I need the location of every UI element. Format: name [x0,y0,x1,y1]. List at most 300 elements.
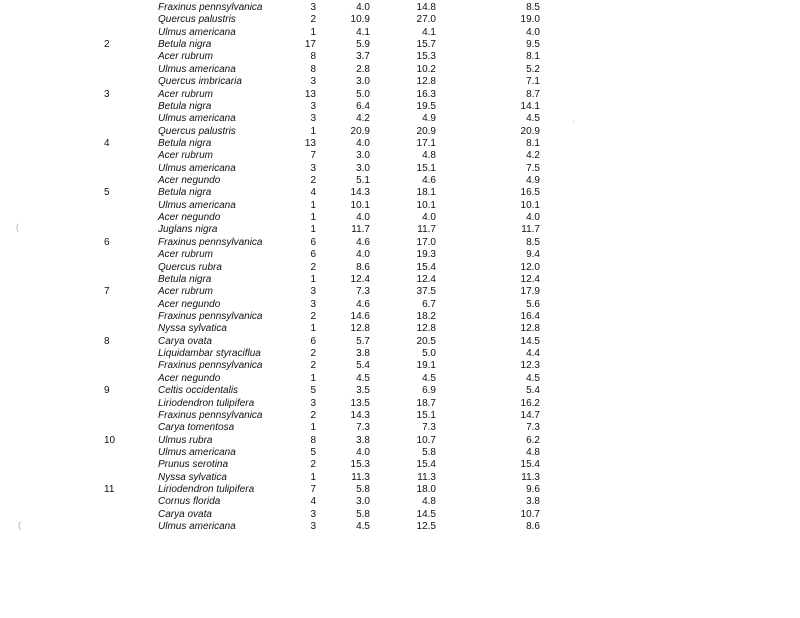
max-diameter: 18.0 [416,484,436,496]
tree-count: 1 [310,273,316,285]
species-name: Ulmus americana [158,26,236,38]
species-name: Acer rubrum [158,286,214,298]
mean-diameter: 4.9 [526,175,540,187]
min-diameter: 4.6 [356,236,370,248]
min-diameter: 5.7 [356,335,370,347]
table-row [88,138,540,150]
tree-count: 4 [310,187,316,199]
plot-number [88,447,158,459]
max-diameter: 15.1 [416,409,436,421]
max-diameter: 4.8 [422,150,436,162]
tree-count: 3 [310,521,316,533]
table-row [88,2,540,14]
table-row [88,472,540,484]
tree-count: 6 [310,249,316,261]
min-diameter: 4.5 [356,521,370,533]
max-diameter: 27.0 [416,14,436,26]
max-diameter: 10.2 [416,63,436,75]
table-row [88,76,540,88]
max-diameter: 18.7 [416,397,436,409]
species-name: Cornus florida [158,496,221,508]
tree-count: 1 [310,212,316,224]
mean-diameter: 4.5 [526,113,540,125]
mean-diameter: 12.4 [520,273,540,285]
mean-diameter: 14.1 [520,100,540,112]
tree-count: 7 [310,484,316,496]
species-name: Acer negundo [158,298,221,310]
mean-diameter: 12.3 [520,360,540,372]
species-name: Betula nigra [158,187,212,199]
max-diameter: 14.5 [416,508,436,520]
min-diameter: 7.3 [356,422,370,434]
mean-diameter: 4.0 [526,212,540,224]
mean-diameter: 12.8 [520,323,540,335]
species-name: Fraxinus pennsylvanica [158,409,263,421]
max-diameter: 4.0 [422,212,436,224]
plot-number: 11 [104,484,115,496]
min-diameter: 15.3 [350,459,370,471]
plot-number [88,299,158,311]
tree-count: 1 [310,471,316,483]
table-row [88,496,540,508]
species-name: Nyssa sylvatica [158,471,227,483]
species-name: Ulmus americana [158,521,236,533]
species-name: Ulmus americana [158,113,236,125]
max-diameter: 7.3 [422,422,436,434]
min-diameter: 5.8 [356,508,370,520]
tree-count: 2 [310,14,316,26]
mean-diameter: 5.6 [526,298,540,310]
min-diameter: 14.3 [350,409,370,421]
plot-number [88,249,158,261]
tree-count: 2 [310,261,316,273]
tree-count: 3 [310,162,316,174]
mean-diameter: 9.5 [526,39,540,51]
species-name: Liquidambar styraciflua [158,348,261,360]
min-diameter: 3.8 [356,348,370,360]
plot-number [88,496,158,508]
table-body [88,2,540,533]
min-diameter: 6.4 [356,100,370,112]
plot-number [88,348,158,360]
plot-number [88,200,158,212]
species-name: Acer negundo [158,175,221,187]
mean-diameter: 7.5 [526,162,540,174]
tree-count: 3 [310,298,316,310]
mean-diameter: 19.0 [520,14,540,26]
table-row [88,51,540,63]
mean-diameter: 8.1 [526,137,540,149]
min-diameter: 11.7 [351,224,370,236]
max-diameter: 37.5 [416,286,436,298]
plot-number: 5 [104,187,110,199]
max-diameter: 18.1 [416,187,436,199]
min-diameter: 3.0 [356,496,370,508]
min-diameter: 5.4 [356,360,370,372]
tree-count: 1 [310,422,316,434]
max-diameter: 15.4 [416,459,436,471]
plot-number [88,163,158,175]
max-diameter: 15.1 [416,162,436,174]
tree-count: 3 [310,76,316,88]
mean-diameter: 7.3 [526,422,540,434]
tree-count: 2 [310,409,316,421]
plot-number [88,27,158,39]
max-diameter: 20.9 [416,125,436,137]
table-row [88,237,540,249]
plot-number: 3 [104,88,110,100]
max-diameter: 17.0 [416,236,436,248]
min-diameter: 14.6 [350,310,370,322]
max-diameter: 10.1 [416,199,436,211]
species-name: Fraxinus pennsylvanica [158,310,263,322]
min-diameter: 10.1 [350,199,370,211]
tree-count: 8 [310,63,316,75]
mean-diameter: 4.0 [526,26,540,38]
species-name: Ulmus americana [158,63,236,75]
table-row [88,163,540,175]
max-diameter: 20.5 [416,335,436,347]
mean-diameter: 8.6 [526,521,540,533]
tree-count: 3 [310,286,316,298]
table-row [88,385,540,397]
min-diameter: 4.0 [356,2,370,13]
table-row [88,521,540,533]
table-row [88,126,540,138]
min-diameter: 5.1 [356,175,370,187]
plot-number [88,360,158,372]
table-row [88,262,540,274]
mean-diameter: 14.7 [520,409,540,421]
table-row [88,398,540,410]
plot-number [88,398,158,410]
tree-count: 2 [310,459,316,471]
min-diameter: 14.3 [350,187,370,199]
tree-count: 2 [310,348,316,360]
min-diameter: 4.2 [356,113,370,125]
max-diameter: 4.6 [422,175,436,187]
species-name: Quercus rubra [158,261,222,273]
tree-count: 8 [310,434,316,446]
table-row [88,509,540,521]
max-diameter: 19.3 [416,249,436,261]
plot-number: 2 [104,39,110,51]
min-diameter: 12.8 [350,323,370,335]
table-row [88,435,540,447]
plot-number [88,64,158,76]
tree-count: 1 [310,26,316,38]
species-name: Carya ovata [158,508,212,520]
mean-diameter: 11.3 [521,471,540,483]
mean-diameter: 20.9 [520,125,540,137]
min-diameter: 3.8 [356,434,370,446]
species-name: Fraxinus pennsylvanica [158,2,263,13]
max-diameter: 14.8 [416,2,436,13]
species-name: Acer rubrum [158,150,214,162]
table-row [88,311,540,323]
mean-diameter: 15.4 [520,459,540,471]
plot-number: 9 [104,385,110,397]
scan-speck: · [572,116,575,126]
plot-number [88,126,158,138]
plot-number [88,521,158,533]
mean-diameter: 5.2 [526,63,540,75]
mean-diameter: 6.2 [526,434,540,446]
tree-count: 1 [310,199,316,211]
plot-number [88,76,158,88]
plot-number [88,459,158,471]
plot-number [88,14,158,26]
species-name: Acer negundo [158,212,221,224]
table-row [88,348,540,360]
mean-diameter: 16.5 [520,187,540,199]
tree-count: 7 [310,150,316,162]
min-diameter: 13.5 [350,397,370,409]
table-row [88,150,540,162]
plot-number: 10 [104,434,116,446]
plot-number [88,472,158,484]
min-diameter: 5.9 [356,39,370,51]
max-diameter: 12.5 [416,521,436,533]
max-diameter: 18.2 [416,310,436,322]
species-name: Fraxinus pennsylvanica [158,360,263,372]
plot-number [88,262,158,274]
table-row [88,101,540,113]
min-diameter: 8.6 [356,261,370,273]
max-diameter: 5.0 [422,348,436,360]
mean-diameter: 9.4 [526,249,540,261]
min-diameter: 3.0 [356,162,370,174]
max-diameter: 15.4 [416,261,436,273]
species-name: Juglans nigra [158,224,218,236]
table-row [88,212,540,224]
species-name: Betula nigra [158,39,212,51]
tree-count: 6 [310,335,316,347]
max-diameter: 4.5 [422,372,436,384]
table-row [88,64,540,76]
species-name: Quercus palustris [158,125,236,137]
max-diameter: 12.8 [416,76,436,88]
species-name: Acer rubrum [158,51,214,63]
scan-speck: ( [16,222,19,232]
min-diameter: 20.9 [350,125,370,137]
mean-diameter: 7.1 [526,76,540,88]
tree-count: 3 [310,2,316,13]
table-row [88,484,540,496]
tree-count: 1 [310,125,316,137]
plot-number [88,150,158,162]
tree-count: 13 [304,137,316,149]
table-row [88,14,540,26]
table-row [88,113,540,125]
max-diameter: 5.8 [422,446,436,458]
min-diameter: 4.0 [356,446,370,458]
tree-count: 8 [310,51,316,63]
mean-diameter: 8.1 [526,51,540,63]
plot-number [88,101,158,113]
plot-number [88,212,158,224]
tree-count: 1 [310,224,316,236]
max-diameter: 4.1 [422,26,436,38]
table-row [88,447,540,459]
tree-count: 1 [310,372,316,384]
min-diameter: 4.6 [356,298,370,310]
max-diameter: 11.7 [417,224,436,236]
table-row [88,410,540,422]
plot-number: 6 [104,236,110,248]
plot-number: 8 [104,335,110,347]
plot-number [88,224,158,236]
max-diameter: 15.3 [416,51,436,63]
species-name: Ulmus rubra [158,434,213,446]
mean-diameter: 8.7 [526,88,540,100]
tree-count: 3 [310,100,316,112]
min-diameter: 3.7 [356,51,370,63]
plot-number [88,2,158,14]
table-row [88,299,540,311]
species-name: Liriodendron tulipifera [158,397,255,409]
species-name: Betula nigra [158,137,212,149]
tree-count: 3 [310,113,316,125]
max-diameter: 19.1 [416,360,436,372]
mean-diameter: 5.4 [526,385,540,397]
species-name: Carya tomentosa [158,422,235,434]
min-diameter: 4.1 [356,26,370,38]
min-diameter: 4.0 [356,137,370,149]
mean-diameter: 4.4 [526,348,540,360]
species-diameter-table [88,2,540,533]
table-row [88,89,540,101]
min-diameter: 2.8 [356,63,370,75]
mean-diameter: 11.7 [521,224,540,236]
min-diameter: 5.8 [356,484,370,496]
species-name: Betula nigra [158,273,212,285]
plot-number [88,113,158,125]
mean-diameter: 12.0 [520,261,540,273]
plot-number: 7 [104,286,110,298]
mean-diameter: 9.6 [526,484,540,496]
species-name: Ulmus americana [158,199,236,211]
species-name: Acer rubrum [158,88,214,100]
min-diameter: 4.0 [356,212,370,224]
max-diameter: 16.3 [416,88,436,100]
species-name: Prunus serotina [158,459,229,471]
mean-diameter: 4.5 [526,372,540,384]
table-row [88,224,540,236]
tree-count: 17 [304,39,316,51]
min-diameter: 11.3 [351,471,370,483]
table-row [88,422,540,434]
max-diameter: 19.5 [416,100,436,112]
table-row [88,249,540,261]
plot-number: 4 [104,137,110,149]
mean-diameter: 4.8 [526,446,540,458]
min-diameter: 4.5 [356,372,370,384]
plot-number [88,175,158,187]
table-row [88,39,540,51]
tree-count: 13 [304,88,316,100]
plot-number [88,509,158,521]
max-diameter: 4.9 [422,113,436,125]
plot-number [88,373,158,385]
min-diameter: 3.0 [356,76,370,88]
scan-speck: ( [18,520,21,530]
species-name: Liriodendron tulipifera [158,484,255,496]
plot-number [88,422,158,434]
tree-count: 2 [310,310,316,322]
max-diameter: 6.9 [422,385,436,397]
table-row [88,286,540,298]
mean-diameter: 8.5 [526,236,540,248]
species-name: Celtis occidentalis [158,385,239,397]
plot-number [88,51,158,63]
tree-count: 3 [310,508,316,520]
min-diameter: 7.3 [356,286,370,298]
max-diameter: 4.8 [422,496,436,508]
species-name: Carya ovata [158,335,212,347]
table-row [88,459,540,471]
species-name: Quercus palustris [158,14,236,26]
min-diameter: 5.0 [356,88,370,100]
species-name: Fraxinus pennsylvanica [158,236,263,248]
table-row [88,187,540,199]
plot-number [88,323,158,335]
mean-diameter: 10.7 [520,508,540,520]
tree-count: 5 [310,385,316,397]
max-diameter: 17.1 [416,137,436,149]
table-row [88,323,540,335]
species-name: Acer negundo [158,372,221,384]
max-diameter: 12.8 [416,323,436,335]
species-name: Ulmus americana [158,446,236,458]
table-row [88,336,540,348]
mean-diameter: 4.2 [526,150,540,162]
max-diameter: 15.7 [416,39,436,51]
mean-diameter: 3.8 [526,496,540,508]
tree-count: 2 [310,175,316,187]
min-diameter: 12.4 [350,273,370,285]
species-name: Ulmus americana [158,162,236,174]
mean-diameter: 8.5 [526,2,540,13]
table-row [88,373,540,385]
tree-count: 6 [310,236,316,248]
plot-number [88,311,158,323]
table-row [88,200,540,212]
table-row [88,175,540,187]
max-diameter: 10.7 [416,434,436,446]
mean-diameter: 14.5 [520,335,540,347]
min-diameter: 3.5 [356,385,370,397]
mean-diameter: 16.2 [520,397,540,409]
tree-count: 1 [310,323,316,335]
table-row [88,360,540,372]
tree-count: 5 [310,446,316,458]
mean-diameter: 16.4 [520,310,540,322]
min-diameter: 4.0 [356,249,370,261]
species-name: Nyssa sylvatica [158,323,227,335]
mean-diameter: 10.1 [520,199,540,211]
min-diameter: 10.9 [350,14,370,26]
max-diameter: 11.3 [417,471,436,483]
tree-count: 2 [310,360,316,372]
max-diameter: 12.4 [416,273,436,285]
tree-count: 3 [310,397,316,409]
species-name: Quercus imbricaria [158,76,242,88]
plot-number [88,274,158,286]
max-diameter: 6.7 [422,298,436,310]
table-row [88,27,540,39]
mean-diameter: 17.9 [520,286,540,298]
